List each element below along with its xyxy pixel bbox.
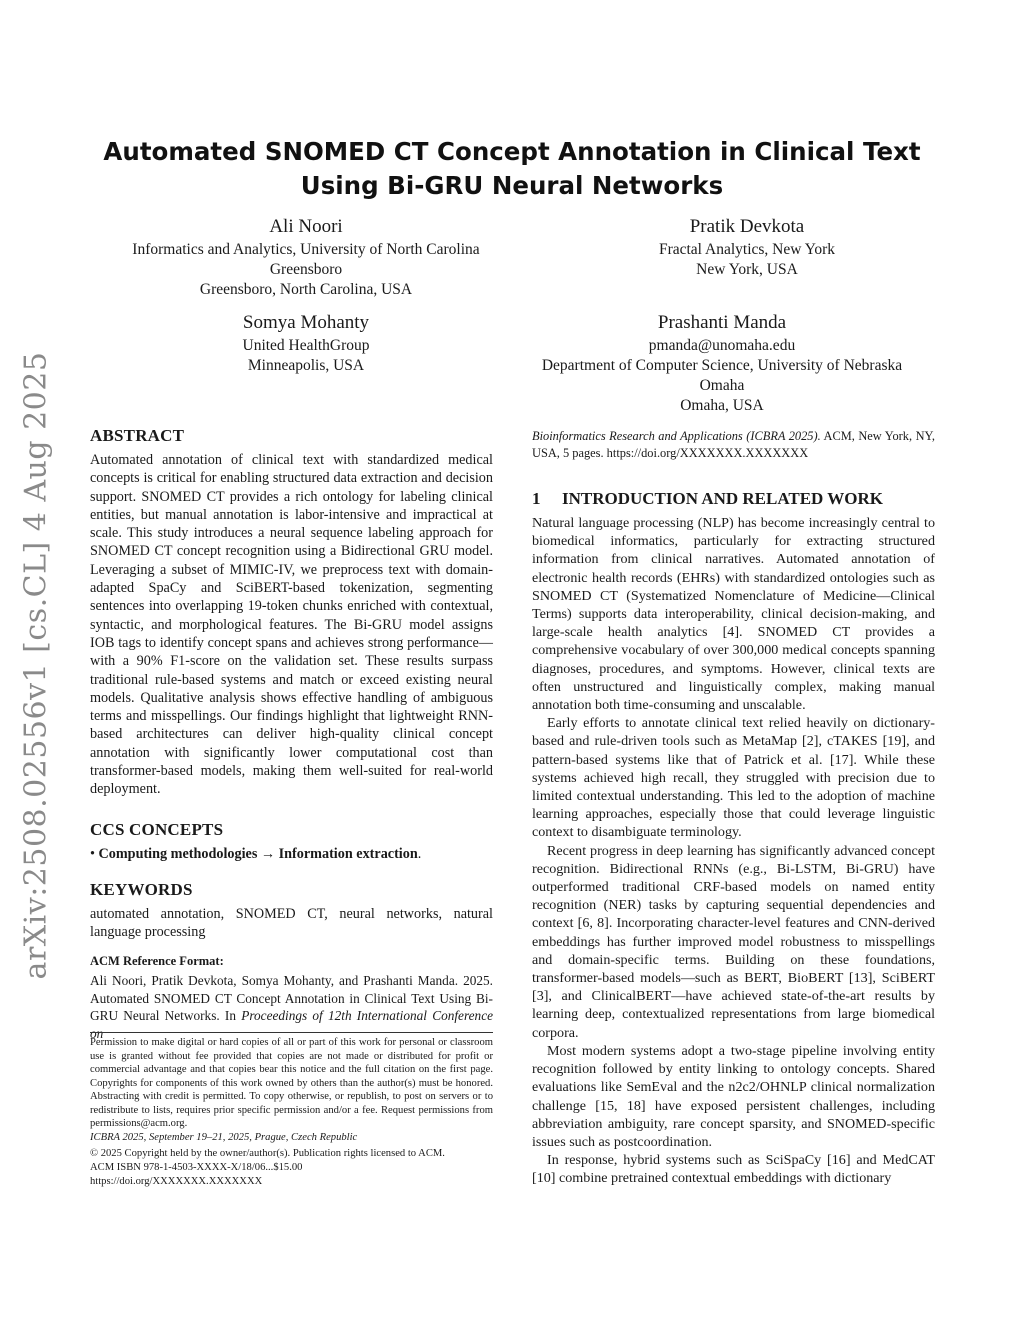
author-affiliation: Omaha [699,377,745,394]
section-title: INTRODUCTION AND RELATED WORK [562,489,883,508]
arxiv-identifier-text: arXiv:2508.02556v1 [cs.CL] 4 Aug 2025 [18,351,54,979]
author-location: New York, USA [696,261,798,278]
acm-reference-heading: ACM Reference Format: [90,954,224,969]
footnote-divider [90,1032,493,1033]
doi-line: https://doi.org/XXXXXXX.XXXXXXX [90,1176,263,1187]
conference-line [90,1131,493,1145]
author-location: Greensboro, North Carolina, USA [199,281,413,298]
author-affiliation: Department of Computer Science, University of Nebraska [541,357,903,374]
author-affiliation: Informatics and Analytics, University of North Carolina [132,241,480,258]
section-number: 1 [532,489,541,508]
author-name: Ali Noori [269,216,343,237]
ccs-concept-a: Computing methodologies [98,845,258,862]
left-column [90,425,493,1042]
author-block-2 [537,215,957,280]
ccs-bullet: • [90,845,95,862]
arxiv-identifier-stamp [6,351,66,979]
author-affiliation: Fractal Analytics, New York [658,241,836,258]
author-name: Somya Mohanty [242,312,370,333]
author-block-4 [507,311,937,416]
author-block-1 [96,215,516,300]
author-affiliation: Greensboro [269,261,343,278]
ccs-heading: CCS CONCEPTS [90,819,224,839]
ccs-concepts-line [90,845,493,863]
acm-reference-continuation [532,428,935,462]
author-email: pmanda@unomaha.edu [648,337,796,354]
acm-reference-publisher: ACM, New York, NY, USA, 5 pages. https://doi.org/XXXXXXX.XXXXXXX [532,429,935,460]
keywords-text: automated annotation, SNOMED CT, neural networks, natural language processing [90,905,493,940]
conference-line-text: ICBRA 2025, September 19–21, 2025, Prague, Czech Republic [90,1132,358,1143]
intro-paragraph-2: Early efforts to annotate clinical text relied heavily on dictionary-based and rule-driven tools such as MetaMap [2], cTAKES [19], and pattern-based systems like that of Patrick et al. [17]. While these systems achieved high recall, they struggled with precision due to limited contextual understanding. This led to the adoption of machine learning approaches, especially those that could leverage linguistic context to disambiguate terminology. [532,715,935,841]
ccs-concept-b: Information extraction [278,845,418,862]
intro-paragraph-4: Most modern systems adopt a two-stage pipeline involving entity recognition followed by entity linking to ontology concepts. Shared evaluations like SemEval and the n2c2/OHNLP clinical normalization challenge [15, 18] have exposed persistent challenges, including abbreviation ambiguity, rare concept sparsity, and SNOMED-specific issues such as postcoordination. [532,1042,935,1150]
keywords-heading: KEYWORDS [90,879,193,899]
author-location: Omaha, USA [680,397,764,414]
permission-notice: Permission to make digital or hard copies of all or part of this work for personal or classroom use is granted without fee provided that copies are not made or distributed for profit or commercial advantage and that copies bear this notice and the full citation on the first page. Copyrights for components of this work owned by others than the author(s) must be honored. Abstracting with credit is permitted. To copy otherwise, or republish, to post on servers or to redistribute to lists, requires prior specific permission and/or a fee. Request permissions from permissions@acm.org. [90,1037,493,1129]
intro-paragraph-3: Recent progress in deep learning has significantly advanced concept recognition. Bidirectional RNNs (e.g., Bi-LSTM, Bi-GRU) have outperformed traditional CRF-based models on named entity recognition (NER) tasks by capturing sequential dependencies and context [6, 8]. Incorporating character-level features and CNN-derived embeddings has further improved model robustness to misspellings and domain-specific terms. Building on these foundations, transformer-based models—such as BERT, BioBERT [13], SciBERT [3], and ClinicalBERT—have achieved state-of-the-art results by learning deep, contextualized representations from large biomedical corpora. [532,842,935,1041]
author-block-3 [96,311,516,376]
abstract-heading: ABSTRACT [90,426,185,445]
author-affiliation: United HealthGroup [242,337,370,354]
ccs-period: . [417,845,422,862]
acm-reference-citation: Ali Noori, Pratik Devkota, Somya Mohanty, and Prashanti Manda. 2025. Automated SNOMED CT Concept Annotation in Clinical Text Using Bi-GRU Neural Networks. In [90,973,493,1024]
introduction-heading [532,488,935,510]
author-name: Pratik Devkota [689,216,805,237]
copyright-line: © 2025 Copyright held by the owner/author(s). Publication rights licensed to ACM. [90,1148,445,1159]
intro-paragraph-1: Natural language processing (NLP) has become increasingly central to biomedical informatics, particularly for extracting structured information from clinical narratives. Automated annotation of electronic health records (EHRs) with standardized ontologies such as SNOMED CT (Systematized Nomenclature of Medicine—Clinical Terms) supports data interoperability, clinical decision-making, and large-scale health analytics [4]. SNOMED CT provides a comprehensive vocabulary of over 300,000 medical concepts spanning diagnoses, procedures, and symptoms. However, clinical texts are often unstructured and linguistically complex, making manual annotation both time-consuming and unscalable. [532,515,935,714]
ccs-arrow: → [260,845,276,862]
paper-title: Automated SNOMED CT Concept Annotation in Clinical Text Using Bi-GRU Neural Networks [103,137,921,200]
author-name: Prashanti Manda [657,312,787,333]
author-location: Minneapolis, USA [247,357,365,374]
right-column [532,428,935,1188]
intro-paragraph-5: In response, hybrid systems such as SciSpaCy [16] and MedCAT [10] combine pretrained contextual embeddings with dictionary [532,1152,935,1187]
abstract-text: Automated annotation of clinical text with standardized medical concepts is critical for enabling structured data extraction and decision support. SNOMED CT provides a rich ontology for labeling clinical entities, but manual annotation is labor-intensive and impractical at scale. This study introduces a neural sequence labeling approach for SNOMED CT concept recognition using a Bidirectional GRU model. Leveraging a subset of MIMIC-IV, we preprocess text with domain-adapted SpaCy and SciBERT-based tokenization, segmenting sentences into overlapping 19-token chunks enriched with contextual, syntactic, and morphological features. The Bi-GRU model assigns IOB tags to identify concept spans and achieves strong performance—with a 90% F1-score on the validation set. These results surpass traditional rule-based systems and match or exceed existing neural models. Qualitative analysis shows effective handling of ambiguous terms and misspellings. Our findings highlight that lightweight RNN-based architectures can deliver high-quality clinical concept annotation with significantly lower computational cost than transformer-based models, making them well-suited for real-world deployment. [90,452,493,798]
isbn-line: ACM ISBN 978-1-4503-XXXX-X/18/06...$15.00 [90,1162,303,1173]
acm-reference-venue: Proceedings of 12th International Conference on [90,1008,493,1041]
acm-reference-venue-cont: Bioinformatics Research and Applications (ICBRA 2025). [532,429,821,443]
